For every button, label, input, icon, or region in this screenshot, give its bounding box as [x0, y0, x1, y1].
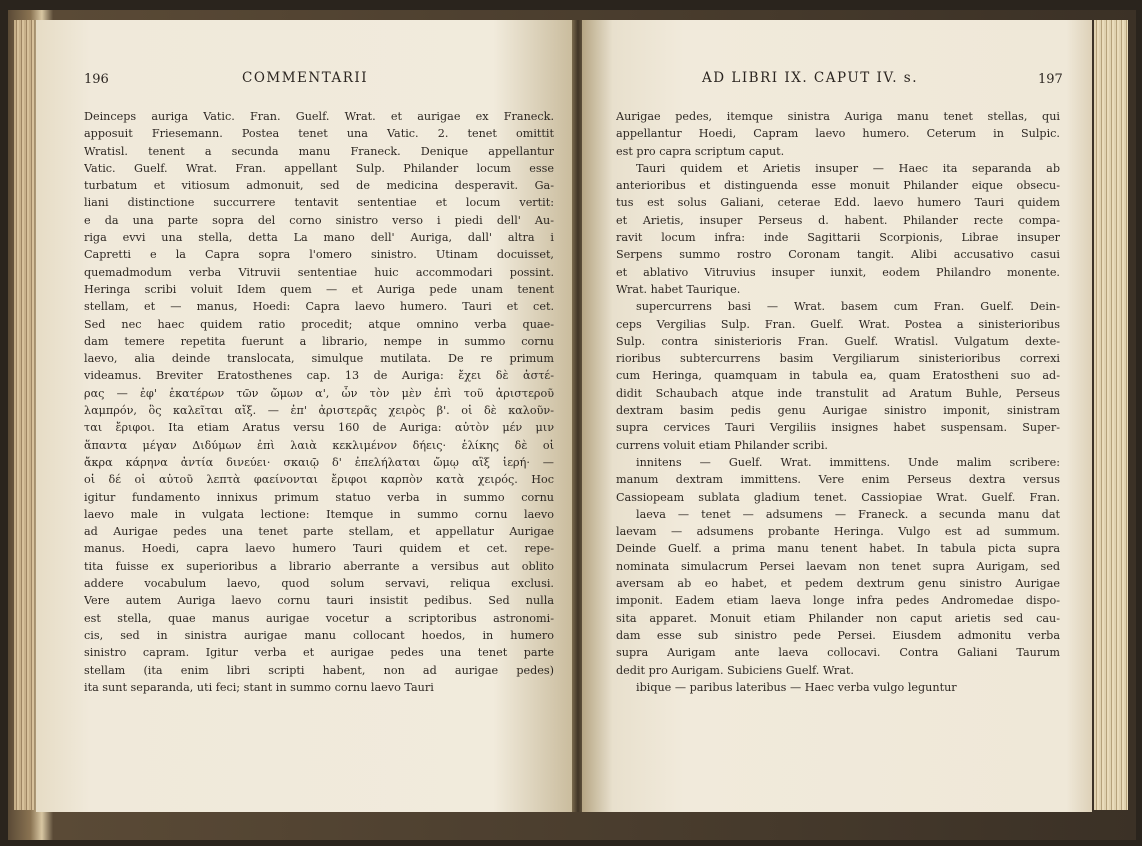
right-body-text [616, 108, 1060, 696]
text-line: imponit. Eadem etiam laeva longe infra pedes Andromedae dispo- [616, 594, 1060, 608]
text-line: cis, sed in sinistra aurigae manu collocant hoedos, in humero [84, 628, 554, 642]
text-line: nominata simulacrum Persei laevam non tenet supra Aurigam, sed [616, 559, 1060, 573]
text-line: aversam ab eo habet, et pedem dextrum genu sinistro Aurigae [616, 577, 1060, 591]
text-line: dam temere repetita fuerunt a librario, nempe in summo cornu [84, 334, 554, 348]
text-line: rioribus subtercurrens basim Vergiliarum sinisterioribus correxi [616, 352, 1060, 366]
text-line: sinistro capram. Igitur verba et aurigae pedes una tenet parte [84, 646, 554, 660]
text-line: laevo, alia deinde translocata, simulque mutilata. De re primum [84, 352, 554, 366]
text-line: ἅπαντα μέγαν Διδύμων ἐπὶ λαιὰ κεκλιμένον δήεις· ἑλίκης δὲ οἱ [84, 438, 554, 452]
text-line: dam esse sub sinistro pede Persei. Eiusdem admonitu verba [616, 628, 1060, 642]
text-line: anterioribus et distinguenda esse monuit Philander eique obsecu- [616, 179, 1060, 193]
text-line: videamus. Breviter Eratosthenes cap. 13 de Auriga: ἔχει δὲ ἀστέ- [84, 369, 554, 383]
right-page-edges [1094, 20, 1128, 810]
left-page-number: 196 [84, 72, 109, 87]
left-page-edges [14, 20, 34, 810]
left-body-text [84, 108, 554, 696]
text-line: Capretti e la Capra sopra l'omero sinistro. Utinam docuisset, [84, 248, 554, 262]
text-line: tita fuisse ex superioribus a librario aberrante a versibus aut oblito [84, 559, 554, 573]
right-page-number: 197 [1038, 72, 1063, 87]
text-line: manum dextram immittens. Vere enim Perseus dextra versus [616, 473, 1060, 487]
text-line: Deinceps auriga Vatic. Fran. Guelf. Wrat. et aurigae ex Franeck. [84, 110, 554, 123]
text-line: ibique — paribus lateribus — Haec verba vulgo leguntur [636, 680, 957, 694]
text-line: ρας — ἐφ' ἑκατέρων τῶν ὤμων α', ὧν τὸν μὲν ἐπὶ τοῦ ἀριστεροῦ [84, 386, 554, 400]
text-line: dedit pro Aurigam. Subiciens Guelf. Wrat. [616, 663, 854, 677]
text-line: turbatum et vitiosum admonuit, sed de medicina desperavit. Ga- [84, 179, 554, 193]
left-page [36, 20, 574, 812]
text-line: supra Aurigam ante laeva collocavi. Contra Galiani Taurum [616, 646, 1060, 660]
text-line: manus. Hoedi, capra laevo humero Tauri quidem et cet. repe- [84, 542, 554, 556]
text-line: οἱ δέ οἱ αὐτοῦ λεπτὰ φαείνονται ἔριφοι καρπὸν κατὰ χειρός. Hoc [84, 473, 554, 487]
text-line: ται ἔριφοι. Ita etiam Aratus versu 160 de Auriga: αὐτὸν μέν μιν [84, 421, 554, 435]
text-line: est stella, quae manus aurigae vocetur a scriptoribus astronomi- [84, 611, 554, 625]
text-line: Cassiopeam sublata gladium tenet. Cassiopiae Wrat. Guelf. Fran. [616, 490, 1060, 504]
text-line: supra cervices Tauri Vergiliis insignes habet suspensam. Super- [616, 421, 1060, 435]
text-line: ravit locum infra: inde Sagittarii Scorpionis, Librae insuper [616, 231, 1060, 245]
text-line: innitens — Guelf. Wrat. immittens. Unde malim scribere: [636, 455, 1060, 469]
text-line: igitur fundamento innixus primum statuo verba in summo cornu [84, 490, 554, 504]
text-line: sita apparet. Monuit etiam Philander non caput arietis sed cau- [616, 611, 1060, 625]
text-line: Vatic. Guelf. Wrat. Fran. appellant Sulp. Philander locum esse [84, 161, 554, 175]
right-page [582, 20, 1092, 812]
text-line: Aurigae pedes, itemque sinistra Auriga manu tenet stellas, qui [616, 110, 1060, 123]
text-line: didit Schaubach atque inde transtulit ad Aratum Buhle, Perseus [616, 386, 1060, 400]
text-line: Wrat. habet Taurique. [616, 282, 741, 296]
text-line: currens voluit etiam Philander scribi. [616, 438, 828, 452]
text-line: liani distinctione succurrere tentavit sententiae et locum vertit: [84, 196, 554, 210]
text-line: stellam, et — manus, Hoedi: Capra laevo humero. Tauri et cet. [84, 300, 554, 314]
text-line: cum Heringa, quamquam in tabula ea, quam Eratostheni suo ad- [616, 369, 1060, 383]
text-line: tus est solus Galiani, ceterae Edd. laevo humero Tauri quidem [616, 196, 1060, 210]
text-line: apposuit Friesemann. Postea tenet una Vatic. 2. tenet omittit [84, 127, 554, 141]
text-line: Wratisl. tenent a secunda manu Franeck. Denique appellantur [84, 144, 554, 158]
text-line: e da una parte sopra del corno sinistro verso i piedi dell' Au- [84, 213, 554, 227]
text-line: ad Aurigae pedes una tenet parte stellam, et appellatur Aurigae [84, 525, 554, 539]
text-line: quemadmodum verba Vitruvii sententiae huic accommodari possint. [84, 265, 554, 279]
text-line: ἄκρα κάρηνα ἀντία δινεύει· σκαιῷ δ' ἐπελήλαται ὤμῳ αἲξ ἱερή· — [84, 455, 554, 469]
text-line: Sulp. contra sinisterioris Fran. Guelf. Wratisl. Vulgatum dexte- [616, 334, 1060, 348]
text-line: est pro capra scriptum caput. [616, 144, 785, 158]
text-line: et ablativo Vitruvius insuper iunxit, eodem Philandro monente. [616, 265, 1060, 279]
text-line: Sed nec haec quidem ratio procedit; atque omnino verba quae- [84, 317, 554, 331]
text-line: stellam (ita enim libri scripti habent, non ad aurigae pedes) [84, 663, 554, 677]
text-line: et Arietis, insuper Perseus d. habent. Philander recte compa- [616, 213, 1060, 227]
text-line: ceps Vergilias Sulp. Fran. Guelf. Wrat. Postea a sinisterioribus [616, 317, 1060, 331]
text-line: dextram basim pedis genu Aurigae sinistro imponit, sinistram [616, 404, 1060, 418]
text-line: Heringa scribi voluit Idem quem — et Auriga pede unam tenent [84, 282, 554, 296]
text-line: appellantur Hoedi, Capram laevo humero. Ceterum in Sulpic. [616, 127, 1060, 141]
text-line: addere vocabulum laevo, quod solum servavi, reliqua exclusi. [84, 577, 554, 591]
text-line: laeva — tenet — adsumens — Franeck. a secunda manu dat [636, 507, 1060, 521]
text-line: riga evvi una stella, detta La mano dell' Auriga, dall' altra i [84, 231, 554, 245]
text-line: supercurrens basi — Wrat. basem cum Fran. Guelf. Dein- [636, 300, 1060, 314]
text-line: Tauri quidem et Arietis insuper — Haec ita separanda ab [636, 161, 1060, 175]
text-line: Vere autem Auriga laevo cornu tauri insistit pedibus. Sed nulla [84, 594, 554, 608]
text-line: Serpens summo rostro Coronam tangit. Alibi accusativo casui [616, 248, 1060, 262]
text-line: Deinde Guelf. a prima manu tenent habet. In tabula picta supra [616, 542, 1060, 556]
text-line: laevam — adsumens probante Heringa. Vulgo est ad summum. [616, 525, 1060, 539]
text-line: λαμπρόν, ὃς καλεῖται αἴξ. — ἐπ' ἀριστερᾶς χειρὸς β'. οἱ δὲ καλοῦν- [84, 404, 554, 418]
text-line: laevo male in vulgata lectione: Itemque in summo cornu laevo [84, 507, 554, 521]
text-line: ita sunt separanda, uti feci; stant in summo cornu laevo Tauri [84, 680, 434, 694]
right-running-head: AD LIBRI IX. CAPUT IV. s. [702, 70, 919, 86]
left-running-head: COMMENTARII [242, 70, 369, 86]
